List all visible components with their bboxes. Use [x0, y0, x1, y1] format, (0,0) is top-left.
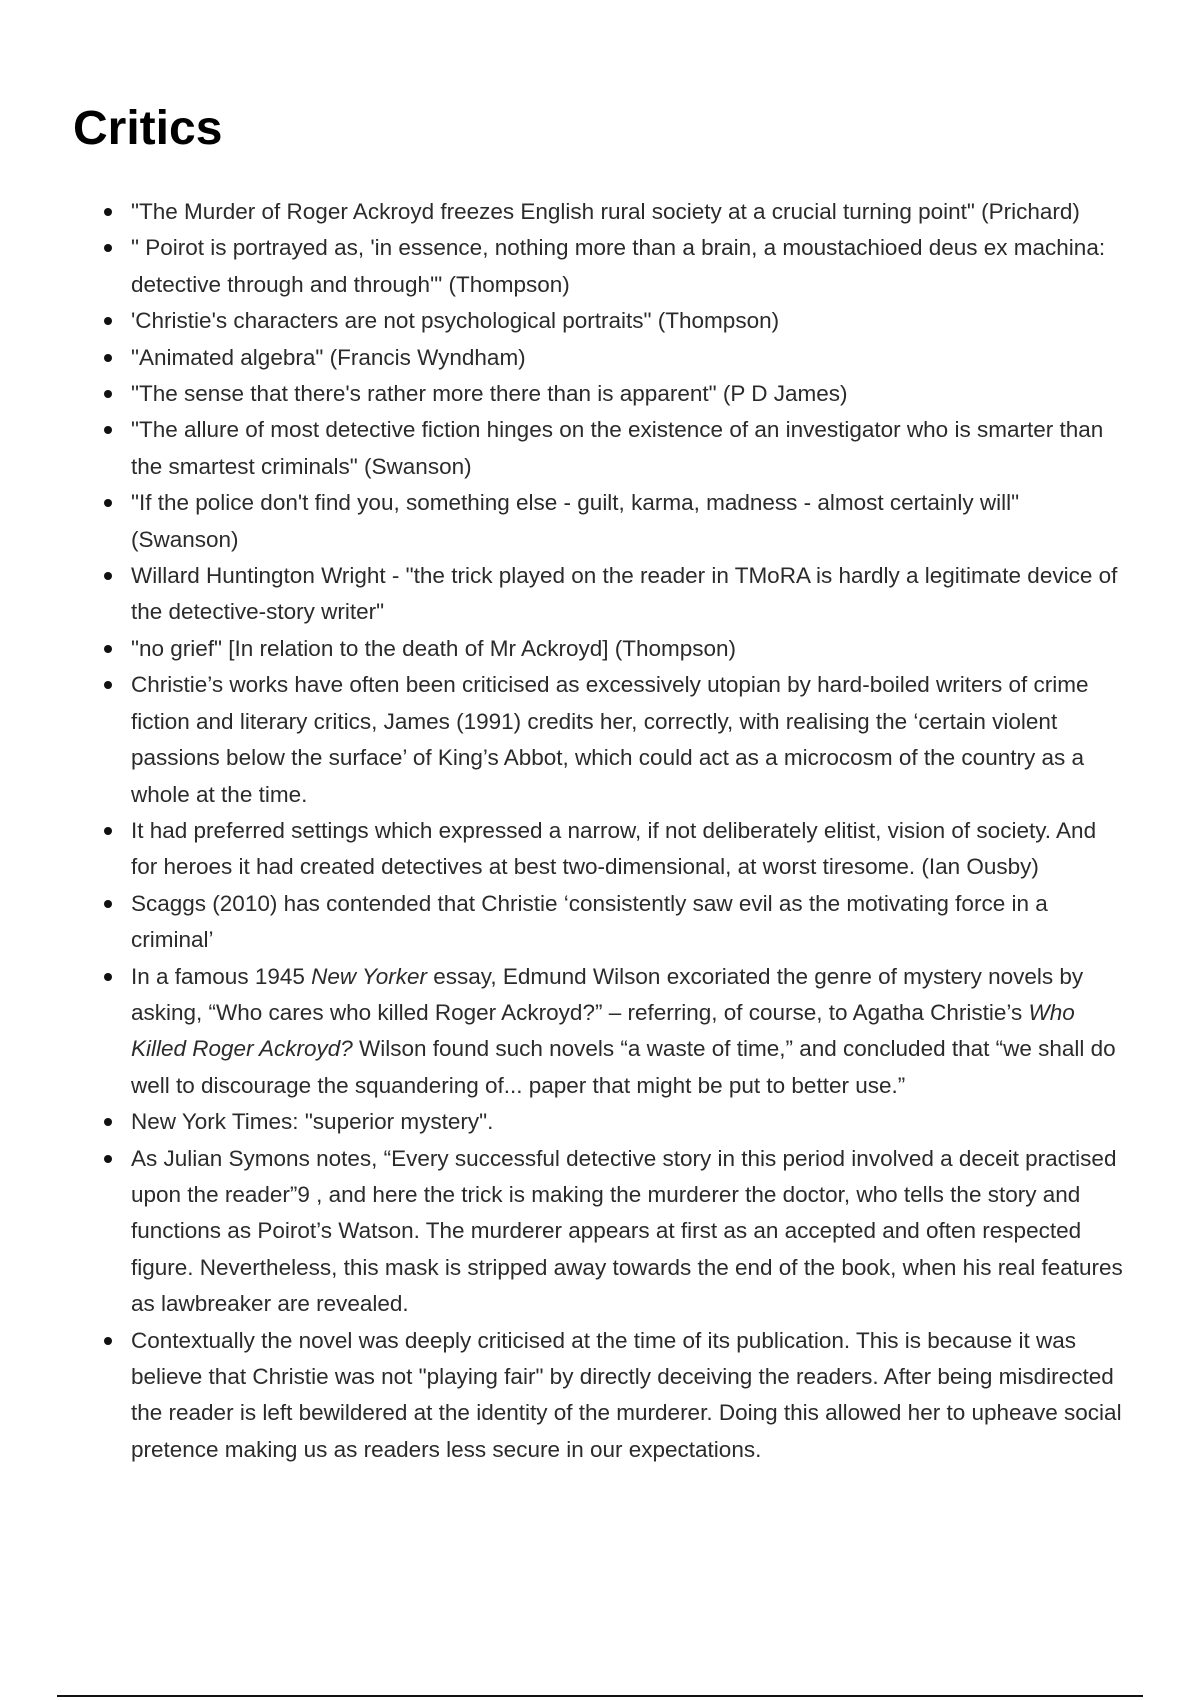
italic-title: Who Killed Roger Ackroyd? [131, 999, 1075, 1062]
list-item-text [131, 964, 1116, 1098]
list-item [73, 558, 1123, 631]
list-item-text: Christie’s works have often been criticised as excessively utopian by hard-boiled writers of crime fiction and literary critics, James (1991) credits her, correctly, with realising the ‘certain violent passions below the surface’ of King’s Abbot, which could act as a microcosm of the country as a whole at the time. [131, 672, 1089, 807]
list-item-text: New York Times: "superior mystery". [131, 1109, 494, 1135]
list-item [73, 1104, 1123, 1140]
bullet-icon [104, 390, 112, 398]
list-item [73, 230, 1123, 303]
list-item [73, 485, 1123, 558]
bullet-icon [104, 572, 112, 580]
list-item [73, 194, 1123, 230]
bullet-icon [104, 1118, 112, 1126]
bullet-icon [104, 973, 112, 981]
critic-list [73, 194, 1123, 1468]
list-item [73, 813, 1123, 886]
list-item-text: It had preferred settings which expressed a narrow, if not deliberately elitist, vision of society. And for heroes it had created detectives at best two-dimensional, at worst tiresome. (Ian Ousby) [131, 817, 1097, 880]
list-item [73, 340, 1123, 376]
list-item [73, 303, 1123, 339]
bullet-icon [104, 354, 112, 362]
list-item [73, 376, 1123, 412]
footer-divider [57, 1695, 1143, 1697]
list-item-text: 'Christie's characters are not psychological portraits" (Thompson) [131, 308, 780, 334]
list-item-text: Scaggs (2010) has contended that Christie ‘consistently saw evil as the motivating force in a criminal’ [131, 890, 1048, 953]
list-item [73, 1141, 1123, 1323]
bullet-icon [104, 900, 112, 908]
bullet-icon [104, 499, 112, 507]
list-item-text: "Animated algebra" (Francis Wyndham) [131, 344, 526, 370]
list-item [73, 959, 1123, 1105]
bullet-icon [104, 645, 112, 653]
list-item-text: Contextually the novel was deeply criticised at the time of its publication. This is because it was believe that Christie was not "playing fair" by directly deceiving the readers. After being misdirected the reader is left bewildered at the identity of the murderer. Doing this allowed her to upheave social pretence making us as readers less secure in our expectations. [131, 1327, 1122, 1462]
list-item-text: "The allure of most detective fiction hinges on the existence of an investigator who is smarter than the smartest criminals" (Swanson) [131, 417, 1104, 479]
list-item [73, 631, 1123, 667]
list-item-text: "If the police don't find you, something else - guilt, karma, madness - almost certainly will" (Swanson) [131, 490, 1020, 552]
italic-title: New Yorker [311, 963, 428, 989]
text-segment: Wilson found such novels “a waste of time,” and concluded that “we shall do well to discourage the squandering of... paper that might be put to better use.” [131, 1036, 1116, 1098]
list-item-text: Willard Huntington Wright - "the trick played on the reader in TMoRA is hardly a legitimate device of the detective-story writer" [131, 563, 1118, 625]
list-item-text: " Poirot is portrayed as, 'in essence, nothing more than a brain, a moustachioed deus ex machina: detective through and through'" (Thompson) [131, 235, 1106, 297]
list-item-text: As Julian Symons notes, “Every successful detective story in this period involved a deceit practised upon the reader”9 , and here the trick is making the murderer the doctor, who tells the story and functions as Poirot’s Watson. The murderer appears at first as an accepted and often respected figure. Nevertheless, this mask is stripped away towards the end of the book, when his real features as lawbreaker are revealed. [131, 1145, 1123, 1317]
list-item-text: "no grief" [In relation to the death of Mr Ackroyd] (Thompson) [131, 635, 737, 661]
bullet-icon [104, 208, 112, 216]
bullet-icon [104, 426, 112, 434]
bullet-icon [104, 681, 112, 689]
list-item [73, 412, 1123, 485]
list-item [73, 667, 1123, 813]
list-item-text: "The Murder of Roger Ackroyd freezes English rural society at a crucial turning point" (Prichard) [131, 199, 1080, 224]
list-item [73, 886, 1123, 959]
list-item [73, 1323, 1123, 1469]
page-title: Critics [73, 102, 223, 155]
list-item-text: "The sense that there's rather more there than is apparent" (P D James) [131, 381, 848, 407]
bullet-icon [104, 1155, 112, 1163]
text-segment: In a famous 1945 [131, 963, 312, 989]
bullet-icon [104, 244, 112, 252]
bullet-icon [104, 317, 112, 325]
bullet-icon [104, 1337, 112, 1345]
text-segment: essay, Edmund Wilson excoriated the genre of mystery novels by asking, “Who cares who killed Roger Ackroyd?” – referring, of course, to Agatha Christie’s [131, 963, 1084, 1025]
bullet-icon [104, 827, 112, 835]
